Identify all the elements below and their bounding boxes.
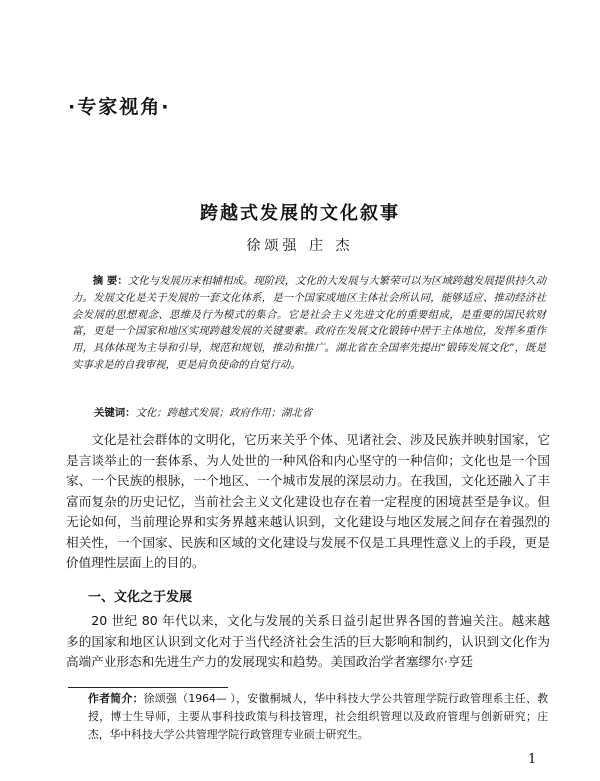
abstract-label: 摘 要： xyxy=(92,275,128,287)
footnote-divider xyxy=(68,687,228,688)
body-paragraph-2: 20 世纪 80 年代以来，文化与发展的关系日益引起世界各国的普遍关注。越来越多的国家和地区认识到文化对于当代经济社会生活的巨大影响和制约，认识到文化作为高端产业形态和先进生产力的发展现实和趋势。美国政治学者塞缪尔·亨廷 xyxy=(66,613,550,669)
article-authors: 徐颂强 庄 杰 xyxy=(246,238,354,254)
section-heading-1: 一、文化之于发展 xyxy=(88,590,193,605)
abstract-text: 文化与发展历来相辅相成。现阶段，文化的大发展与大繁荣可以为区域跨越发展提供持久动力。发展文化是关于发展的一套文化体系，是一个国家或地区主体社会所认同，能够适应、推动经济社会发展的思想观念、思维及行为模式的集合。它是社会主义先进文化的重要组成，是重要的国民软财富，更是一个国家和地区实现跨越发展的关键要素。政府在发展文化锻铸中居于主体地位，发挥多重作用，具体体现为主导和引导，规范和规划，推动和推广。湖北省在全国率先提出“锻铸发展文化”，既是实事求是的自我审视，更是肩负使命的自觉行动。 xyxy=(72,275,547,371)
footnote-text: 徐颂强（1964— ），安徽桐城人，华中科技大学公共管理学院行政管理系主任、教授，博士生导师，主要从事科技政策与科技管理，社会组织管理以及政府管理与创新研究；庄杰，华中科技大学公共管理学院行政管理专业硕士研究生。 xyxy=(88,692,548,741)
article-title: 跨越式发展的文化叙事 xyxy=(200,203,400,224)
footnote-label: 作者简介： xyxy=(88,692,144,705)
body-paragraph-1: 文化是社会群体的文明化，它历来关乎个体、见诸社会、涉及民族并映射国家，它是言谈举止的一套体系、为人处世的一种风俗和内心坚守的一种信仰；文化也是一个国家、一个民族的根脉，一个地区、一个城市发展的深层动力。在我国，文化还融入了丰富而复杂的历史记忆，当前社会主义文化建设也存在着一定程度的困境甚至是争议。但无论如何，当前理论界和实务界越来越认识到，文化建设与地区发展之间存在着强烈的相关性，一个国家、民族和区域的文化建设与发展不仅是工具理性意义上的手段，更是价值理性层面上的目的。 xyxy=(66,432,550,570)
page-number: 1 xyxy=(528,752,537,767)
abstract xyxy=(72,273,546,374)
column-tag: ·专家视角· xyxy=(68,96,171,118)
author-footnote xyxy=(88,690,548,744)
keywords-label: 关键词： xyxy=(94,407,136,419)
keywords xyxy=(94,404,312,419)
keywords-text: 文化；跨越式发展；政府作用；湖北省 xyxy=(135,407,313,419)
